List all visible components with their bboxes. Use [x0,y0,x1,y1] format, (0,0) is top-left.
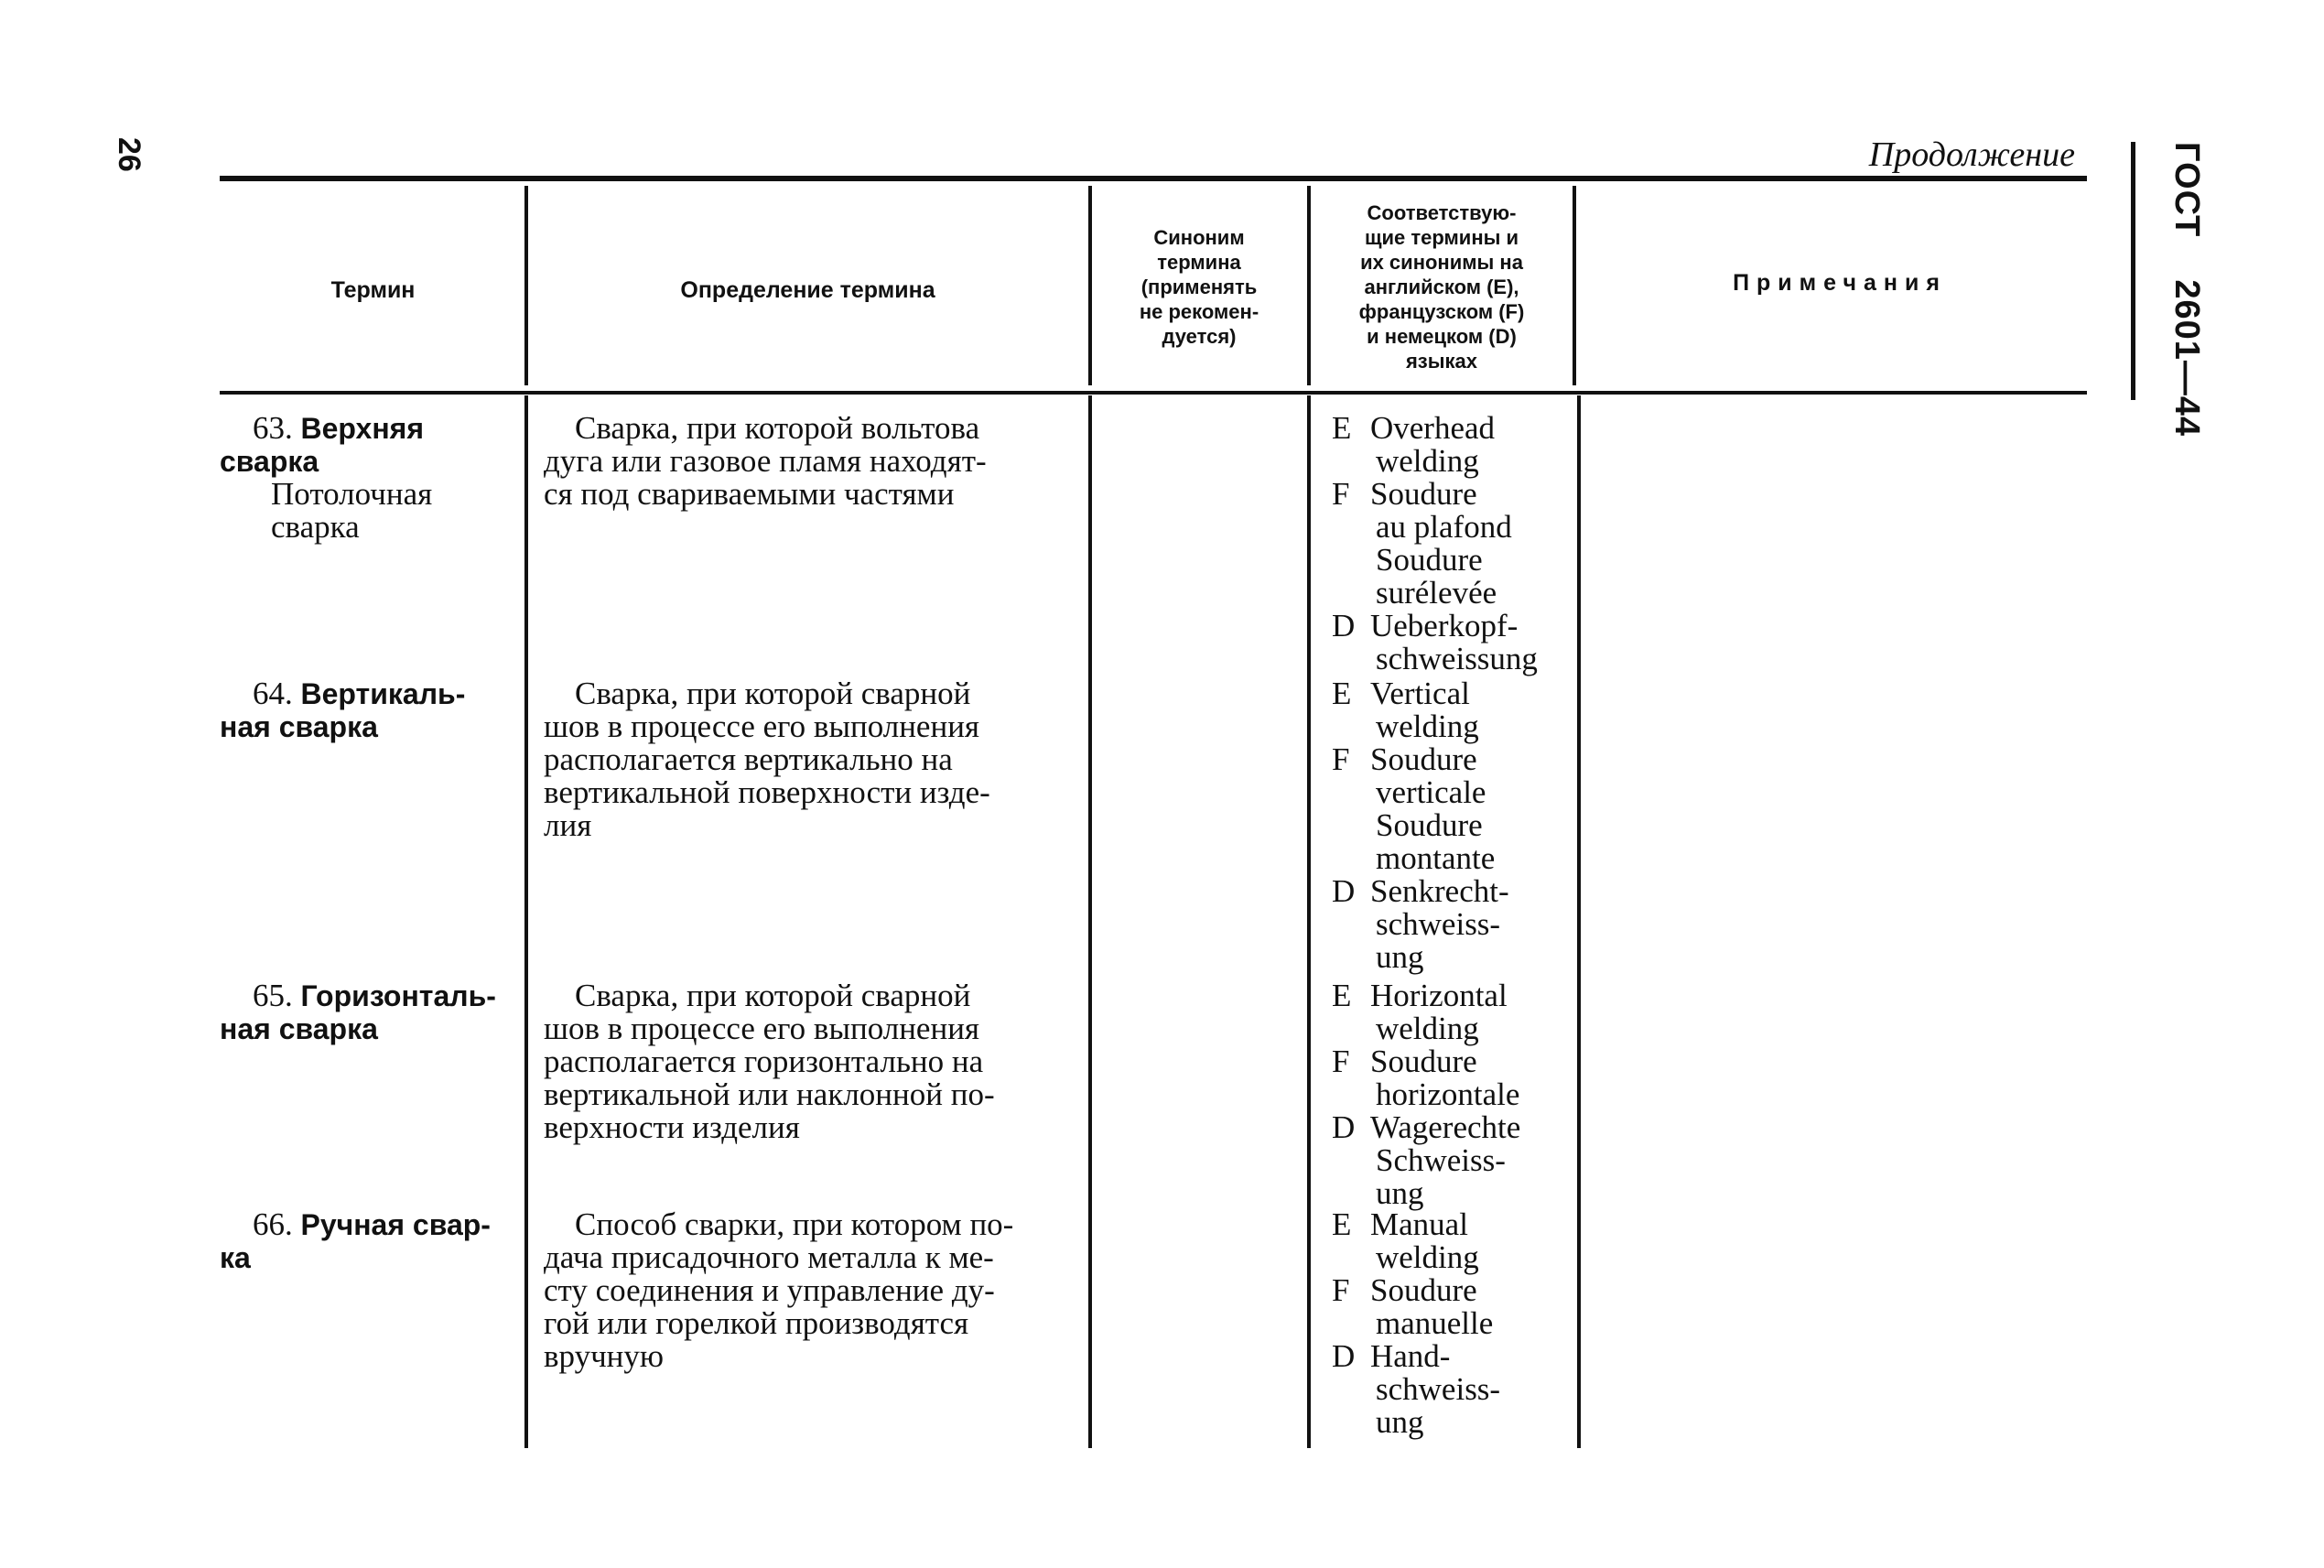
foreign-terms-66: E Manual welding F Soudure manuelle D Hand- schweiss- ung [1332,1206,1501,1440]
column-divider-body-1 [524,395,528,1448]
term-name: Ручная свар- [300,1208,491,1241]
term-synonym: сварка [271,509,360,545]
definition-line: Сварка, при которой вольтова [575,410,980,446]
term-name: Верхняя [300,412,424,445]
column-divider-body-4 [1577,395,1581,1448]
continuation-label: Продолжение [1868,135,2075,174]
definition-line: вручную [544,1338,665,1374]
definition-line: гой или горелкой производятся [544,1305,969,1341]
definition-line: располагается горизонтально на [544,1044,984,1079]
term-number: 65. [253,978,293,1013]
column-divider-body-3 [1307,395,1311,1448]
header-rule-vertical [2131,142,2135,400]
definition-line: дача присадочного металла к ме- [544,1239,994,1275]
header-synonym: Синоним термина (применять не рекомен- дуется) [1139,226,1259,348]
header-definition: Определение термина [680,277,935,303]
definition-63 [544,412,1079,511]
definition-64 [544,677,1079,842]
term-63 [220,412,522,544]
header-bottom-rule [220,391,2087,395]
column-divider-1 [524,186,528,385]
page-number: 26 [112,137,146,172]
definition-line: вертикальной поверхности изде- [544,774,990,810]
column-divider-3 [1307,186,1311,385]
definition-line: сту соединения и управление ду- [544,1272,995,1308]
term-synonym: Потолочная [271,476,433,512]
term-65 [220,979,522,1045]
column-divider-2 [1088,186,1092,385]
standard-name: ГОСТ [2167,142,2206,238]
term-number: 64. [253,676,293,711]
definition-line: вертикальной или наклонной по- [544,1076,995,1112]
column-divider-4 [1573,186,1576,385]
foreign-terms-63: E Overhead welding F Soudure au plafond Soudure surélevée D Ueberkopf- schweissung [1332,410,1538,676]
standard-number: 2601—44 [2167,279,2206,438]
table-top-rule [220,176,2087,181]
definition-line: Сварка, при которой сварной [575,676,971,711]
definition-line: дуга или газовое пламя находят- [544,443,987,479]
definition-65 [544,979,1079,1144]
definition-line: шов в процессе его выполнения [544,1011,980,1046]
definition-line: ся под свариваемыми частями [544,476,955,512]
term-name: Горизонталь- [300,979,496,1012]
foreign-terms-64: E Vertical welding F Soudure verticale Soudure montante D Senkrecht- schweiss- ung [1332,676,1509,975]
header-foreign-equivalents: Соответствую- щие термины и их синонимы на английском (E), французском (F) и немецком (D) языках [1358,201,1525,373]
definition-line: шов в процессе его выполнения [544,708,980,744]
term-name: Вертикаль- [300,677,466,710]
definition-line: верхности изделия [544,1109,800,1145]
column-divider-body-2 [1088,395,1092,1448]
standard-designation [2167,142,2206,437]
definition-line: Сварка, при которой сварной [575,978,971,1013]
foreign-terms-65: E Horizontal welding F Soudure horizontale D Wagerechte Schweiss- ung [1332,978,1521,1211]
header-term: Термин [330,277,416,303]
definition-66 [544,1208,1079,1373]
term-name: ка [220,1241,251,1274]
definition-line: лия [544,807,592,843]
term-66 [220,1208,522,1274]
term-number: 63. [253,410,293,446]
term-name: сварка [220,445,319,478]
term-64 [220,677,522,743]
definition-line: располагается вертикально на [544,741,953,777]
header-notes: Примечания [1733,270,1947,296]
term-name: ная сварка [220,710,378,743]
definition-line: Способ сварки, при котором по- [575,1206,1014,1242]
term-name: ная сварка [220,1012,378,1045]
term-number: 66. [253,1206,293,1242]
